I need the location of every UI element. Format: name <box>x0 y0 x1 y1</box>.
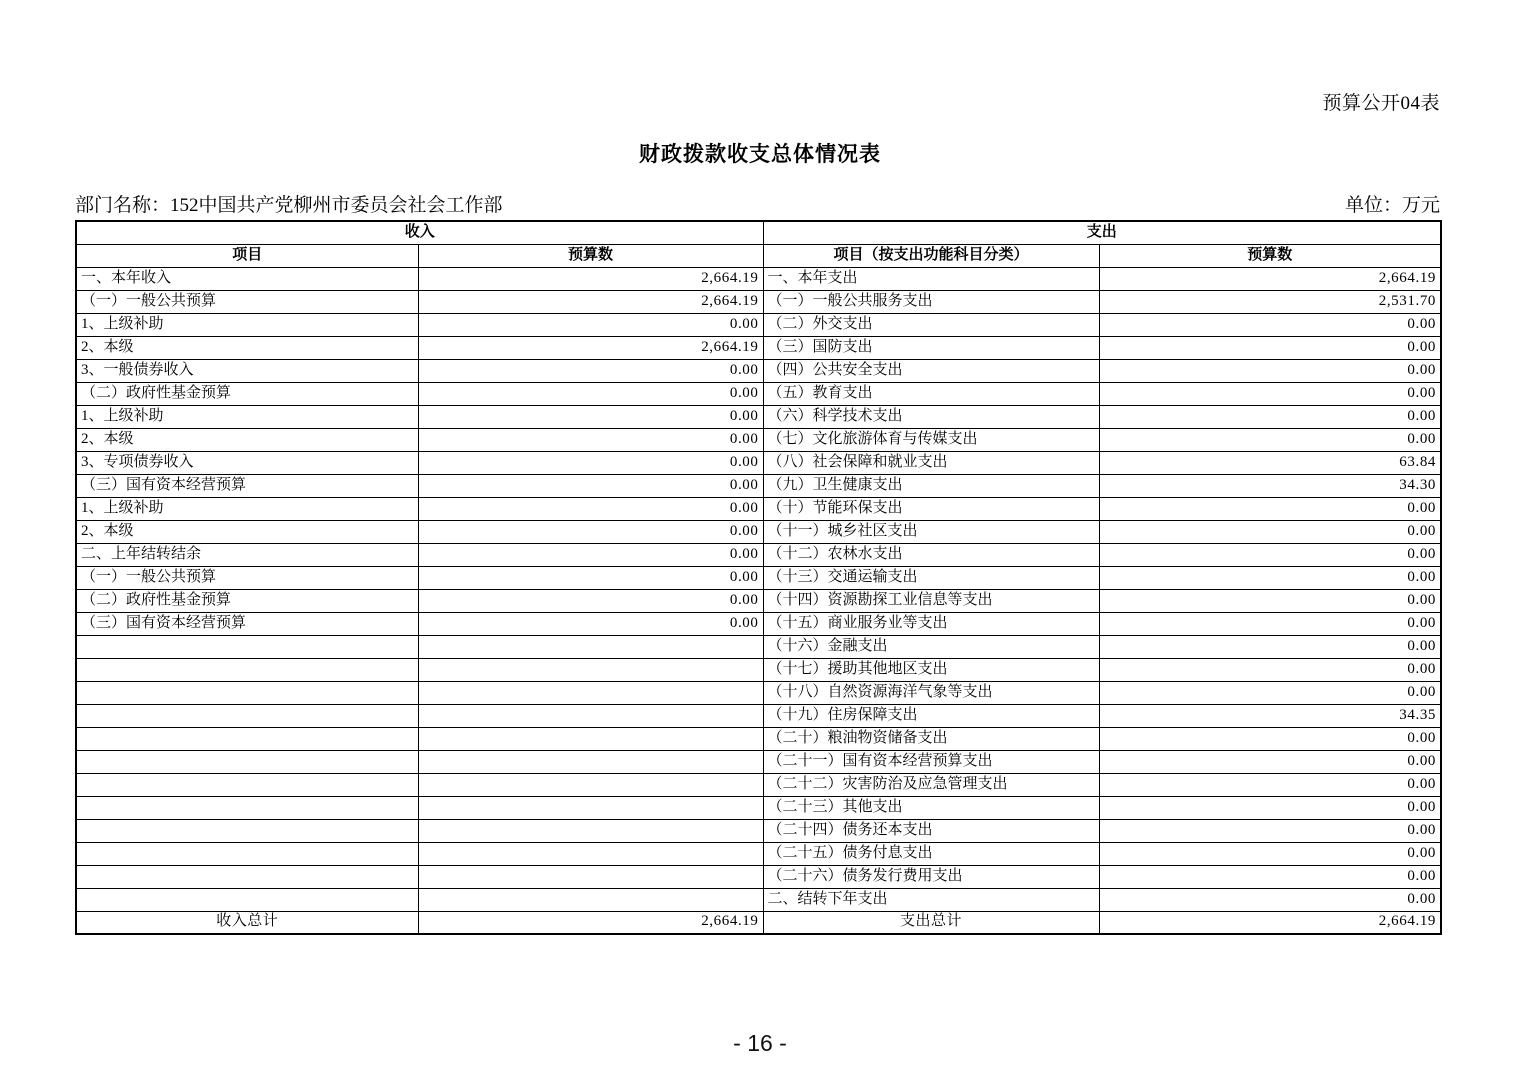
expense-item-cell: （九）卫生健康支出 <box>763 474 1099 497</box>
income-value-cell: 0.00 <box>418 589 763 612</box>
income-item-cell <box>76 773 418 796</box>
income-value-cell <box>418 658 763 681</box>
table-row <box>76 428 1441 451</box>
table-row <box>76 612 1441 635</box>
expense-item-cell: （二十三）其他支出 <box>763 796 1099 819</box>
income-item-cell <box>76 658 418 681</box>
table-row <box>76 796 1441 819</box>
expense-value-cell: 34.35 <box>1099 704 1441 727</box>
income-item-cell: （一）一般公共预算 <box>76 566 418 589</box>
income-value-cell: 2,664.19 <box>418 267 763 290</box>
expense-item-cell: （十六）金融支出 <box>763 635 1099 658</box>
expense-item-cell: （十三）交通运输支出 <box>763 566 1099 589</box>
income-item-cell: 3、一般债券收入 <box>76 359 418 382</box>
income-item-cell: 1、上级补助 <box>76 313 418 336</box>
table-meta-row <box>75 190 1440 217</box>
table-row <box>76 336 1441 359</box>
income-item-cell <box>76 704 418 727</box>
table-row <box>76 727 1441 750</box>
page-title: 财政拨款收支总体情况表 <box>639 142 881 166</box>
table-row <box>76 750 1441 773</box>
table-row <box>76 658 1441 681</box>
income-value-cell <box>418 704 763 727</box>
expense-value-cell: 0.00 <box>1099 428 1441 451</box>
income-item-cell: （二）政府性基金预算 <box>76 589 418 612</box>
table-row <box>76 359 1441 382</box>
table-row <box>76 704 1441 727</box>
income-value-cell: 0.00 <box>418 313 763 336</box>
department-name: 部门名称：152中国共产党柳州市委员会社会工作部 <box>75 195 503 216</box>
table-row <box>76 520 1441 543</box>
income-item-cell: （三）国有资本经营预算 <box>76 474 418 497</box>
expense-item-cell: （十七）援助其他地区支出 <box>763 658 1099 681</box>
expense-item-cell: （八）社会保障和就业支出 <box>763 451 1099 474</box>
expense-item-cell: （十八）自然资源海洋气象等支出 <box>763 681 1099 704</box>
expense-section-header: 支出 <box>763 221 1441 244</box>
expense-value-cell: 0.00 <box>1099 842 1441 865</box>
income-value-cell: 0.00 <box>418 451 763 474</box>
expense-item-cell: （二）外交支出 <box>763 313 1099 336</box>
income-item-cell: 2、本级 <box>76 520 418 543</box>
income-value-cell: 0.00 <box>418 428 763 451</box>
income-total-label: 收入总计 <box>76 911 418 934</box>
expense-item-column-header: 项目（按支出功能科目分类） <box>763 244 1099 267</box>
expense-value-cell: 0.00 <box>1099 382 1441 405</box>
expense-value-cell: 0.00 <box>1099 796 1441 819</box>
expense-total-value: 2,664.19 <box>1099 911 1441 934</box>
expense-value-cell: 63.84 <box>1099 451 1441 474</box>
income-item-cell: 3、专项债券收入 <box>76 451 418 474</box>
expense-item-cell: （二十）粮油物资储备支出 <box>763 727 1099 750</box>
expense-value-cell: 2,531.70 <box>1099 290 1441 313</box>
table-row <box>76 382 1441 405</box>
expense-item-cell: （十）节能环保支出 <box>763 497 1099 520</box>
income-value-cell: 2,664.19 <box>418 336 763 359</box>
table-row <box>76 474 1441 497</box>
income-item-cell <box>76 888 418 911</box>
income-value-cell: 0.00 <box>418 359 763 382</box>
table-row <box>76 773 1441 796</box>
expense-item-cell: （十九）住房保障支出 <box>763 704 1099 727</box>
expense-value-cell: 0.00 <box>1099 520 1441 543</box>
expense-value-cell: 0.00 <box>1099 727 1441 750</box>
table-row <box>76 405 1441 428</box>
expense-value-cell: 0.00 <box>1099 773 1441 796</box>
table-row <box>76 888 1441 911</box>
income-value-cell: 0.00 <box>418 566 763 589</box>
income-value-cell <box>418 819 763 842</box>
expense-value-cell: 0.00 <box>1099 313 1441 336</box>
expense-value-cell: 0.00 <box>1099 359 1441 382</box>
table-row <box>76 842 1441 865</box>
table-row <box>76 635 1441 658</box>
table-row <box>76 681 1441 704</box>
expense-value-cell: 0.00 <box>1099 819 1441 842</box>
income-item-cell: 一、本年收入 <box>76 267 418 290</box>
expense-item-cell: （五）教育支出 <box>763 382 1099 405</box>
income-total-value: 2,664.19 <box>418 911 763 934</box>
expense-value-cell: 0.00 <box>1099 566 1441 589</box>
income-item-cell: 1、上级补助 <box>76 405 418 428</box>
expense-item-cell: （二十四）债务还本支出 <box>763 819 1099 842</box>
table-row <box>76 589 1441 612</box>
expense-item-cell: （三）国防支出 <box>763 336 1099 359</box>
income-value-cell: 0.00 <box>418 543 763 566</box>
income-value-cell <box>418 681 763 704</box>
income-value-column-header: 预算数 <box>418 244 763 267</box>
expense-value-cell: 0.00 <box>1099 635 1441 658</box>
income-item-column-header: 项目 <box>76 244 418 267</box>
income-item-cell: （一）一般公共预算 <box>76 290 418 313</box>
income-value-cell <box>418 842 763 865</box>
section-header-row <box>76 221 1441 244</box>
table-row <box>76 566 1441 589</box>
expense-value-cell: 0.00 <box>1099 658 1441 681</box>
income-value-cell <box>418 635 763 658</box>
expense-value-column-header: 预算数 <box>1099 244 1441 267</box>
income-item-cell <box>76 842 418 865</box>
table-row <box>76 267 1441 290</box>
income-value-cell <box>418 773 763 796</box>
income-value-cell <box>418 750 763 773</box>
expense-value-cell: 0.00 <box>1099 865 1441 888</box>
income-value-cell: 0.00 <box>418 497 763 520</box>
expense-value-cell: 0.00 <box>1099 336 1441 359</box>
income-item-cell: （三）国有资本经营预算 <box>76 612 418 635</box>
expense-item-cell: （十五）商业服务业等支出 <box>763 612 1099 635</box>
income-item-cell <box>76 635 418 658</box>
table-row <box>76 865 1441 888</box>
income-value-cell <box>418 888 763 911</box>
expense-item-cell: （十二）农林水支出 <box>763 543 1099 566</box>
table-row <box>76 290 1441 313</box>
income-item-cell <box>76 819 418 842</box>
expense-item-cell: （二十二）灾害防治及应急管理支出 <box>763 773 1099 796</box>
expense-value-cell: 0.00 <box>1099 497 1441 520</box>
income-item-cell: 1、上级补助 <box>76 497 418 520</box>
table-row <box>76 819 1441 842</box>
expense-item-cell: （七）文化旅游体育与传媒支出 <box>763 428 1099 451</box>
expense-item-cell: （十一）城乡社区支出 <box>763 520 1099 543</box>
expense-item-cell: （六）科学技术支出 <box>763 405 1099 428</box>
income-item-cell: 2、本级 <box>76 336 418 359</box>
income-item-cell <box>76 796 418 819</box>
expense-value-cell: 0.00 <box>1099 750 1441 773</box>
table-row <box>76 543 1441 566</box>
income-value-cell: 0.00 <box>418 612 763 635</box>
table-row <box>76 451 1441 474</box>
expense-value-cell: 0.00 <box>1099 543 1441 566</box>
income-item-cell <box>76 865 418 888</box>
expense-item-cell: （二十一）国有资本经营预算支出 <box>763 750 1099 773</box>
income-item-cell <box>76 681 418 704</box>
income-value-cell: 0.00 <box>418 474 763 497</box>
expense-value-cell: 0.00 <box>1099 589 1441 612</box>
unit-label: 单位：万元 <box>1344 195 1440 216</box>
page-number: - 16 - <box>733 1030 787 1056</box>
income-section-header: 收入 <box>76 221 763 244</box>
income-value-cell: 0.00 <box>418 382 763 405</box>
income-value-cell: 0.00 <box>418 405 763 428</box>
expense-value-cell: 0.00 <box>1099 612 1441 635</box>
income-value-cell <box>418 796 763 819</box>
income-item-cell <box>76 727 418 750</box>
income-item-cell: 二、上年结转结余 <box>76 543 418 566</box>
income-item-cell: （二）政府性基金预算 <box>76 382 418 405</box>
expense-value-cell: 34.30 <box>1099 474 1441 497</box>
expense-value-cell: 0.00 <box>1099 405 1441 428</box>
income-value-cell: 2,664.19 <box>418 290 763 313</box>
expense-value-cell: 2,664.19 <box>1099 267 1441 290</box>
table-row <box>76 313 1441 336</box>
income-value-cell <box>418 727 763 750</box>
expense-item-cell: （一）一般公共服务支出 <box>763 290 1099 313</box>
expense-total-label: 支出总计 <box>763 911 1099 934</box>
table-row <box>76 497 1441 520</box>
expense-value-cell: 0.00 <box>1099 888 1441 911</box>
expense-value-cell: 0.00 <box>1099 681 1441 704</box>
column-header-row <box>76 244 1441 267</box>
expense-item-cell: 二、结转下年支出 <box>763 888 1099 911</box>
budget-table <box>75 220 1442 935</box>
income-item-cell: 2、本级 <box>76 428 418 451</box>
income-value-cell <box>418 865 763 888</box>
income-item-cell <box>76 750 418 773</box>
income-value-cell: 0.00 <box>418 520 763 543</box>
expense-item-cell: （二十六）债务发行费用支出 <box>763 865 1099 888</box>
table-code: 预算公开04表 <box>1322 93 1440 114</box>
expense-item-cell: （四）公共安全支出 <box>763 359 1099 382</box>
expense-item-cell: 一、本年支出 <box>763 267 1099 290</box>
expense-item-cell: （二十五）债务付息支出 <box>763 842 1099 865</box>
totals-row <box>76 911 1441 934</box>
expense-item-cell: （十四）资源勘探工业信息等支出 <box>763 589 1099 612</box>
